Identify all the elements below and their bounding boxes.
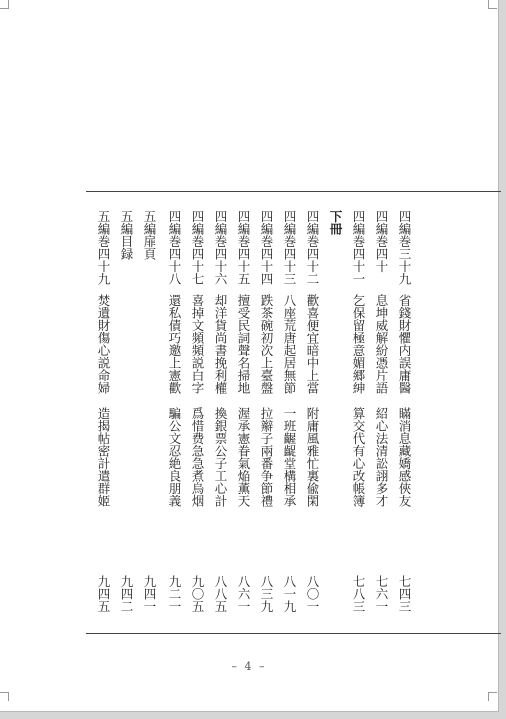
entry-title: 四編巻四十二 [305,210,320,285]
entry-couplet-second: 瞞消息藏嬌感俠友 [397,407,412,507]
entry-couplet-second: 騙公文忍絶良朋義 [167,407,182,507]
entry-title: 四編巻四十一 [351,210,366,285]
entry-title: 五編目録 [119,210,134,260]
entry-couplet-first: 跌茶碗初次上臺盤 [259,294,274,394]
entry-couplet-second: 渥承憲眷氣焔薫天 [236,407,251,507]
entry-title: 五編扉頁 [142,210,157,260]
entry-couplet-first: 歡喜便宜暗中上當 [305,294,320,394]
entry-page-number: 九四五 [96,575,111,613]
entry-title: 四編巻四十七 [190,210,205,285]
entry-couplet-first: 省錢財懼内誤庸醫 [397,294,412,394]
entry-couplet-second: 換銀票公子工心計 [213,407,228,507]
entry-couplet-second: 拉辮子兩番争節禮 [259,407,274,507]
entry-couplet-first: 焚遺財傷心説命婦 [96,294,111,394]
entry-title: 五編巻四十九 [96,210,111,285]
entry-title: 四編巻四十 [374,210,389,273]
entry-couplet-second: 造揭帖密計遣群姬 [96,407,111,507]
entry-couplet-first: 還私債巧邀上憲歡 [167,294,182,394]
entry-couplet-first: 喜掉文頻頻説白字 [190,294,205,394]
entry-title: 四編巻四十六 [213,210,228,285]
bottom-rule [86,633,501,634]
entry-couplet-second: 爲惜费急急煮烏烟 [190,407,205,507]
entry-page-number: 七六一 [374,575,389,613]
entry-couplet-first: 八座荒唐起居無節 [282,294,297,394]
volume-heading-text: 下冊 [328,210,343,235]
entry-page-number: 八六一 [236,575,251,613]
entry-page-number: 九四二 [119,575,134,613]
entry-couplet-first: 乞保留極意媚郷紳 [351,294,366,394]
entry-couplet-second: 一班齷齪堂構相承 [282,407,297,507]
entry-page-number: 八一九 [282,575,297,613]
entry-title: 四編巻四十三 [282,210,297,285]
entry-page-number: 七八三 [351,575,366,613]
entry-title: 四編巻四十四 [259,210,274,285]
entry-couplet-second: 算交代有心改帳簿 [351,407,366,507]
entry-page-number: 八三九 [259,575,274,613]
entry-couplet-second: 附庸風雅忙裏偸閑 [305,407,320,507]
entry-page-number: 八八五 [213,575,228,613]
entry-page-number: 九〇五 [190,575,205,613]
top-rule [86,191,501,192]
entry-title: 四編巻三十九 [397,210,412,285]
page-number: – 4 – [231,660,267,673]
entry-title: 四編巻四十八 [167,210,182,285]
entry-couplet-first: 息坤威解紛憑片語 [374,294,389,394]
entry-title: 四編巻四十五 [236,210,251,285]
entry-couplet-second: 紹心法清訟詡多才 [374,407,389,507]
entry-page-number: 九二一 [167,575,182,613]
entry-couplet-first: 擅受民詞聲名掃地 [236,294,251,394]
entry-couplet-first: 却洋貨尚書挽利權 [213,294,228,394]
entry-page-number: 八〇一 [305,575,320,613]
entry-page-number: 九四一 [142,575,157,613]
entry-page-number: 七四三 [397,575,412,613]
